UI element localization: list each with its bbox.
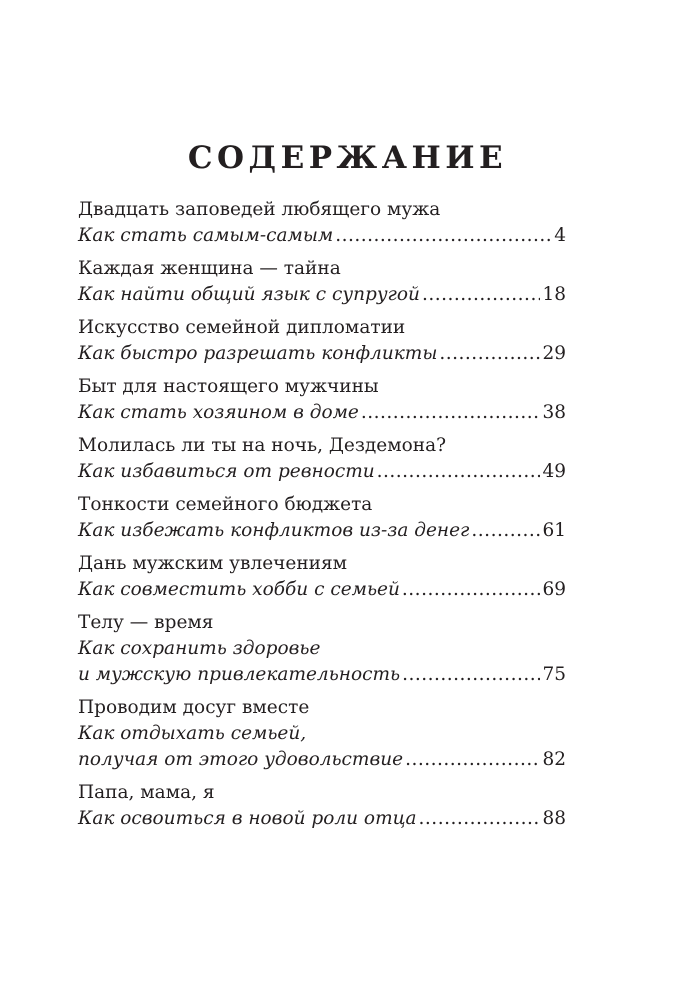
toc-entry-page-number: 82 [542, 749, 566, 770]
toc-entry-subtitle: Как найти общий язык с супругой [78, 284, 420, 305]
page-title: СОДЕРЖАНИЕ [187, 140, 508, 176]
toc-entry-page-number: 88 [542, 808, 566, 829]
toc-entry-subtitle: Как избавиться от ревности [78, 461, 375, 482]
toc-entry [78, 256, 566, 308]
toc-entry-page-number: 29 [542, 343, 566, 364]
toc-entry [78, 315, 566, 367]
toc-entry-leader-line [78, 459, 566, 485]
toc-entry-heading: Тонкости семейного бюджета [78, 494, 373, 515]
toc-entry-leader-line [78, 400, 566, 426]
toc-entry-subtitle: и мужскую привлекательность [78, 664, 401, 685]
toc-entry-page-number: 49 [542, 461, 566, 482]
toc-entry [78, 374, 566, 426]
dot-leader [402, 662, 540, 688]
dot-leader [419, 806, 541, 832]
toc-entry-page-number: 38 [542, 402, 566, 423]
toc-entry-heading: Проводим досуг вместе [78, 697, 310, 718]
toc-entry-subtitle: Как сохранить здоровье [78, 638, 321, 659]
dot-leader [471, 518, 540, 544]
toc-entry-leader-line [78, 577, 566, 603]
toc-entry-subtitle: Как освоиться в новой роли отца [78, 808, 417, 829]
toc-entry-heading: Дань мужским увлечениям [78, 553, 348, 574]
toc-entry-leader-line [78, 747, 566, 773]
toc-entry-heading: Молилась ли ты на ночь, Дездемона? [78, 435, 447, 456]
dot-leader [361, 400, 541, 426]
toc-entry-subtitle: Как избежать конфликтов из-за денег [78, 520, 470, 541]
toc-entry [78, 197, 566, 249]
toc-entry-page-number: 69 [542, 579, 566, 600]
toc-entry-page-number: 61 [542, 520, 566, 541]
toc-entry-heading: Каждая женщина — тайна [78, 258, 341, 279]
toc-entry-subtitle: Как совместить хобби с семьей [78, 579, 400, 600]
toc-entry-page-number: 4 [554, 225, 566, 246]
toc-entry-leader-line [78, 662, 566, 688]
toc-entry-heading: Искусство семейной дипломатии [78, 317, 406, 338]
dot-leader [405, 747, 540, 773]
toc-entry-subtitle: Как стать самым-самым [78, 225, 334, 246]
dot-leader [377, 459, 541, 485]
toc-entry-subtitle: Как отдыхать семьей, [78, 723, 307, 744]
toc-entry-leader-line [78, 223, 566, 249]
toc-entry-page-number: 75 [542, 664, 566, 685]
toc-entry-leader-line [78, 806, 566, 832]
toc-entry-heading: Двадцать заповедей любящего мужа [78, 199, 441, 220]
toc-entry-heading: Быт для настоящего мужчины [78, 376, 379, 397]
toc-entry-heading: Телу — время [78, 612, 214, 633]
toc-entry-subtitle: Как стать хозяином в доме [78, 402, 359, 423]
toc-entry [78, 780, 566, 832]
toc-entry [78, 610, 566, 688]
toc-list [78, 197, 566, 839]
dot-leader [402, 577, 541, 603]
toc-entry [78, 551, 566, 603]
toc-entry-heading: Папа, мама, я [78, 782, 215, 803]
toc-entry-page-number: 18 [542, 284, 566, 305]
toc-entry-subtitle: Как быстро разрешать конфликты [78, 343, 438, 364]
toc-entry [78, 433, 566, 485]
dot-leader [422, 282, 540, 308]
toc-entry [78, 695, 566, 773]
toc-entry-leader-line [78, 282, 566, 308]
toc-entry-leader-line [78, 341, 566, 367]
toc-entry-leader-line [78, 518, 566, 544]
dot-leader [335, 223, 552, 249]
toc-entry [78, 492, 566, 544]
toc-entry-subtitle: получая от этого удовольствие [78, 749, 404, 770]
dot-leader [439, 341, 540, 367]
